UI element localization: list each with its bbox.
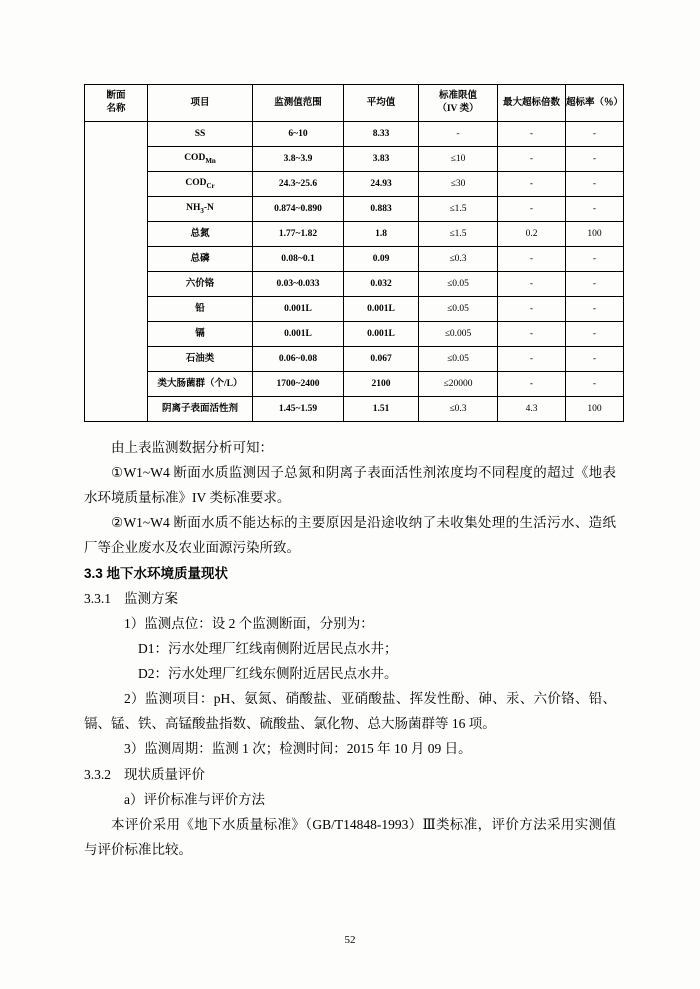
cell-rate: - <box>566 322 624 347</box>
cell-item <box>148 397 253 422</box>
table-row <box>85 372 624 397</box>
subsection-number: 3.3.1 <box>84 591 111 607</box>
col-header-section-name-line1: 断面 <box>106 91 126 102</box>
cell-limit: ≤30 <box>419 172 498 197</box>
table-row <box>85 397 624 422</box>
table-row <box>85 247 624 272</box>
cell-max-exceed: - <box>498 197 566 222</box>
col-header-item: 项目 <box>148 85 253 122</box>
cell-item <box>148 147 253 172</box>
col-header-section-name <box>85 85 148 122</box>
cell-range: 3.8~3.9 <box>253 147 344 172</box>
cell-average: 0.09 <box>344 247 419 272</box>
cell-range: 0.03~0.033 <box>253 272 344 297</box>
cell-rate: - <box>566 197 624 222</box>
cell-item-text: COD <box>184 153 206 164</box>
cell-item-tail: -N <box>203 203 214 214</box>
cell-max-exceed: - <box>498 122 566 147</box>
cell-rate: - <box>566 172 624 197</box>
table-row <box>85 322 624 347</box>
cell-rate: 100 <box>566 397 624 422</box>
cell-item-subscript: Cr <box>206 181 215 190</box>
cell-item <box>148 297 253 322</box>
cell-range: 0.06~0.08 <box>253 347 344 372</box>
cell-max-exceed: 4.3 <box>498 397 566 422</box>
cell-average: 0.067 <box>344 347 419 372</box>
paragraph-eval-standard-title: a）评价标准与评价方法 <box>124 791 265 807</box>
paragraph-conclusion-2: ②W1~W4 断面水质不能达标的主要原因是沿途收纳了未收集处理的生活污水、造纸厂等企业废水及农业面源污染所致。 <box>84 514 616 555</box>
cell-max-exceed: - <box>498 297 566 322</box>
cell-item-text: COD <box>185 178 207 189</box>
cell-range: 0.08~0.1 <box>253 247 344 272</box>
paragraph-point-d2: D2：污水处理厂红线东侧附近居民点水井。 <box>138 666 398 682</box>
cell-range: 24.3~25.6 <box>253 172 344 197</box>
col-header-exceed-rate: 超标率（％） <box>566 85 624 122</box>
col-header-section-name-line2: 名称 <box>106 104 126 114</box>
cell-limit: ≤1.5 <box>419 222 498 247</box>
cell-max-exceed: - <box>498 172 566 197</box>
cell-rate: - <box>566 347 624 372</box>
cell-limit: ≤20000 <box>419 372 498 397</box>
cell-item <box>148 122 253 147</box>
table-header-row <box>85 85 624 122</box>
cell-item <box>148 322 253 347</box>
cell-average: 1.8 <box>344 222 419 247</box>
cell-rate: - <box>566 297 624 322</box>
cell-item-text: 镉 <box>195 328 205 339</box>
paragraph-monitor-items: 2）监测项目：pH、氨氮、硝酸盐、亚硝酸盐、挥发性酚、砷、汞、六价铬、铅、镉、锰、铁、高锰酸盐指数、硫酸盐、氯化物、总大肠菌群等 16 项。 <box>84 691 616 731</box>
cell-average: 1.51 <box>344 397 419 422</box>
subsection-title: 监测方案 <box>124 591 178 607</box>
cell-rate: - <box>566 247 624 272</box>
table-row <box>85 172 624 197</box>
paragraph-conclusion-1: ①W1~W4 断面水质监测因子总氮和阴离子表面活性剂浓度均不同程度的超过《地表水环境质量标准》IV 类标准要求。 <box>84 464 616 505</box>
cell-item <box>148 222 253 247</box>
cell-item <box>148 247 253 272</box>
cell-rate: - <box>566 122 624 147</box>
cell-limit: ≤0.05 <box>419 297 498 322</box>
cell-range: 0.001L <box>253 322 344 347</box>
cell-item <box>148 347 253 372</box>
table-row <box>85 222 624 247</box>
col-header-standard-limit <box>419 85 498 122</box>
cell-average: 0.883 <box>344 197 419 222</box>
cell-average: 0.001L <box>344 322 419 347</box>
cell-average: 8.33 <box>344 122 419 147</box>
cell-item-text: 铅 <box>195 303 205 314</box>
paragraph-eval-standard-body: 本评价采用《地下水质量标准》（GB/T14848-1993）Ⅲ类标准，评价方法采用实测值与评价标准比较。 <box>84 816 616 857</box>
cell-item-text: 类大肠菌群（个/L） <box>157 378 243 389</box>
paragraph-monitor-points: 1）监测点位：设 2 个监测断面，分别为： <box>124 616 374 632</box>
col-header-average: 平均值 <box>344 85 419 122</box>
cell-max-exceed: 0.2 <box>498 222 566 247</box>
cell-item-text: 总磷 <box>190 253 210 264</box>
table-row <box>85 122 624 147</box>
cell-item <box>148 272 253 297</box>
cell-item-text: 石油类 <box>185 353 215 364</box>
section-heading-3-3: 3.3 地下水环境质量现状 <box>84 565 229 581</box>
cell-range: 1.77~1.82 <box>253 222 344 247</box>
cell-average: 24.93 <box>344 172 419 197</box>
paragraph-point-d1: D1：污水处理厂红线南侧附近居民点水井； <box>138 641 398 657</box>
cell-item-text: SS <box>194 128 206 139</box>
cell-section-name <box>85 122 148 422</box>
cell-range: 0.874~0.890 <box>253 197 344 222</box>
cell-max-exceed: - <box>498 347 566 372</box>
cell-average: 0.032 <box>344 272 419 297</box>
table-row <box>85 147 624 172</box>
cell-limit: ≤0.3 <box>419 247 498 272</box>
cell-item-subscript: Mn <box>205 156 216 165</box>
table-row <box>85 347 624 372</box>
col-header-standard-limit-line1: 标准限值 <box>438 91 477 102</box>
subsection-number: 3.3.2 <box>84 766 111 782</box>
cell-item-text: 六价铬 <box>185 278 215 289</box>
cell-range: 1.45~1.59 <box>253 397 344 422</box>
col-header-range: 监测值范围 <box>253 85 344 122</box>
subsection-heading-3-3-1 <box>84 586 616 612</box>
cell-item-text: 阴离子表面活性剂 <box>161 403 238 414</box>
cell-item-text: 总氮 <box>190 228 210 239</box>
cell-limit: ≤10 <box>419 147 498 172</box>
cell-range: 1700~2400 <box>253 372 344 397</box>
cell-average: 2100 <box>344 372 419 397</box>
cell-max-exceed: - <box>498 372 566 397</box>
cell-max-exceed: - <box>498 322 566 347</box>
cell-rate: - <box>566 147 624 172</box>
subsection-title: 现状质量评价 <box>124 766 205 782</box>
cell-limit: ≤0.05 <box>419 272 498 297</box>
cell-max-exceed: - <box>498 247 566 272</box>
table-row <box>85 197 624 222</box>
water-quality-table <box>84 84 624 422</box>
cell-item-subscript: 3 <box>200 206 204 215</box>
cell-item-text: NH <box>186 203 201 214</box>
table-header <box>85 85 624 122</box>
paragraph-intro: 由上表监测数据分析可知： <box>111 440 273 455</box>
paragraph-monitor-period: 3）监测周期：监测 1 次；检测时间：2015 年 10 月 09 日。 <box>124 740 472 756</box>
cell-rate: - <box>566 372 624 397</box>
table-row <box>85 297 624 322</box>
cell-item <box>148 197 253 222</box>
cell-rate: 100 <box>566 222 624 247</box>
cell-rate: - <box>566 272 624 297</box>
cell-limit: ≤1.5 <box>419 197 498 222</box>
col-header-standard-limit-line2: （IV 类） <box>437 104 479 114</box>
cell-limit: ≤0.005 <box>419 322 498 347</box>
cell-average: 0.001L <box>344 297 419 322</box>
table-row <box>85 272 624 297</box>
cell-max-exceed: - <box>498 272 566 297</box>
cell-range: 0.001L <box>253 297 344 322</box>
cell-max-exceed: - <box>498 147 566 172</box>
table-body <box>85 122 624 422</box>
col-header-max-exceed: 最大超标倍数 <box>498 85 566 122</box>
page-number: 52 <box>344 934 356 946</box>
cell-range: 6~10 <box>253 122 344 147</box>
subsection-heading-3-3-2 <box>84 762 616 788</box>
cell-limit: ≤0.3 <box>419 397 498 422</box>
cell-limit: ≤0.05 <box>419 347 498 372</box>
cell-item <box>148 172 253 197</box>
cell-limit: - <box>419 122 498 147</box>
cell-item <box>148 372 253 397</box>
page-content <box>84 84 624 946</box>
cell-average: 3.83 <box>344 147 419 172</box>
